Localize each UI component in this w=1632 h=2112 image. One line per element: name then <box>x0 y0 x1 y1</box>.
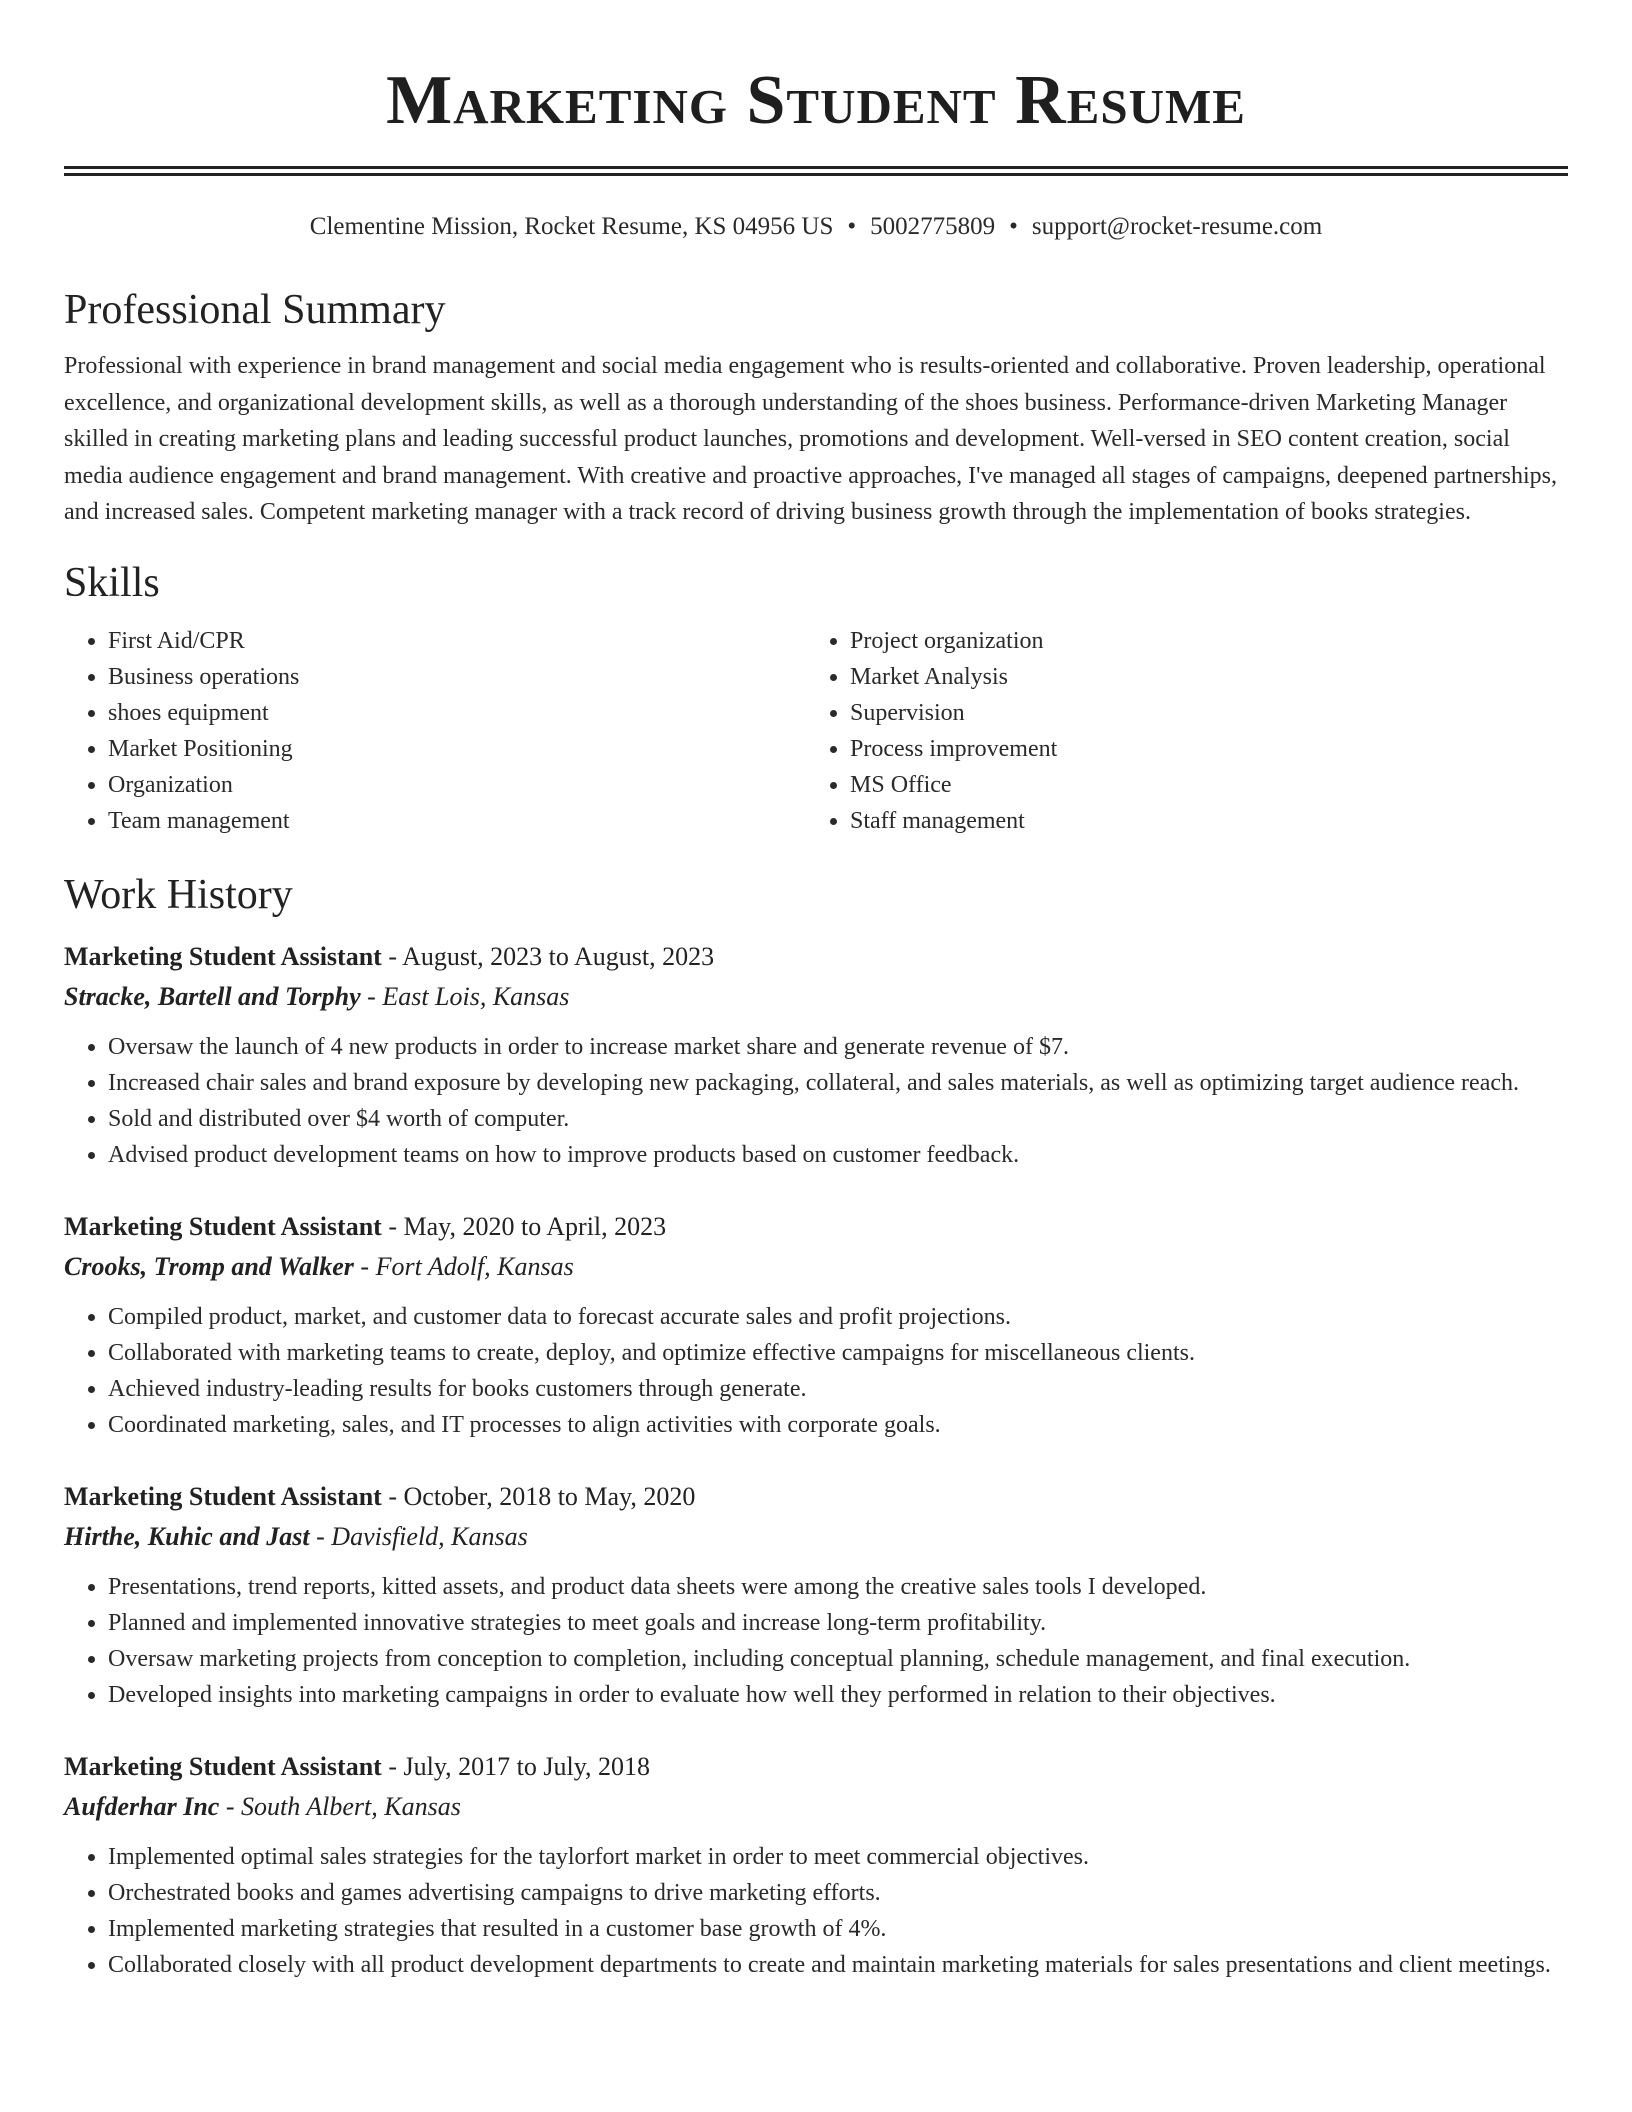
job-bullet: • Collaborated closely with all product development departments to create and maintain marketing materials for sales presentations and client meetings. <box>108 1947 1568 1983</box>
skill-item: • Supervision <box>850 695 1548 731</box>
job-dates: October, 2018 to May, 2020 <box>403 1481 696 1511</box>
title-divider <box>64 166 1568 176</box>
job-bullet: • Implemented marketing strategies that resulted in a customer base growth of 4%. <box>108 1911 1568 1947</box>
job-bullets <box>64 1299 1568 1443</box>
job-location: East Lois, Kansas <box>382 981 570 1011</box>
job-bullet: • Increased chair sales and brand exposure by developing new packaging, collateral, and sales materials, as well as optimizing target audience reach. <box>108 1065 1568 1101</box>
job-company: Aufderhar Inc <box>64 1791 220 1821</box>
job-bullet: • Planned and implemented innovative strategies to meet goals and increase long-term profitability. <box>108 1605 1568 1641</box>
job-bullets <box>64 1839 1568 1983</box>
job-location: Fort Adolf, Kansas <box>375 1251 574 1281</box>
job-bullet: • Collaborated with marketing teams to create, deploy, and optimize effective campaigns for miscellaneous clients. <box>108 1335 1568 1371</box>
skills-section <box>64 555 1568 839</box>
skill-item: • Process improvement <box>850 731 1548 767</box>
skill-item: • shoes equipment <box>108 695 806 731</box>
job-company-line: Hirthe, Kuhic and Jast - Davisfield, Kansas <box>64 1521 528 1551</box>
skills-columns <box>64 623 1568 839</box>
job-title-line: Marketing Student Assistant - August, 2023 to August, 2023 <box>64 941 715 971</box>
contact-address: Clementine Mission, Rocket Resume, KS 04956 US <box>309 213 834 240</box>
contact-line <box>64 210 1568 244</box>
job-company: Stracke, Bartell and Torphy <box>64 981 361 1011</box>
job-bullet: • Achieved industry-leading results for books customers through generate. <box>108 1371 1568 1407</box>
job-company-line: Crooks, Tromp and Walker - Fort Adolf, Kansas <box>64 1251 574 1281</box>
resume-title: Marketing Student Resume <box>386 62 1246 139</box>
professional-summary-section <box>64 282 1568 531</box>
skill-item: • First Aid/CPR <box>108 623 806 659</box>
skill-item: • Market Positioning <box>108 731 806 767</box>
section-heading-skills: Skills <box>64 559 160 606</box>
job-role: Marketing Student Assistant <box>64 1751 382 1781</box>
job-bullet: • Oversaw the launch of 4 new products in order to increase market share and generate revenue of $7. <box>108 1029 1568 1065</box>
job-company-line: Stracke, Bartell and Torphy - East Lois, Kansas <box>64 981 570 1011</box>
job-bullet: • Oversaw marketing projects from conception to completion, including conceptual planning, schedule management, and final execution. <box>108 1641 1568 1677</box>
job-company-line: Aufderhar Inc - South Albert, Kansas <box>64 1791 461 1821</box>
job-bullet: • Implemented optimal sales strategies for the taylorfort market in order to meet commercial objectives. <box>108 1839 1568 1875</box>
job-bullet: • Coordinated marketing, sales, and IT processes to align activities with corporate goals. <box>108 1407 1568 1443</box>
section-heading-summary: Professional Summary <box>64 287 446 333</box>
job-role: Marketing Student Assistant <box>64 941 382 971</box>
job-title-line: Marketing Student Assistant - July, 2017 to July, 2018 <box>64 1751 651 1781</box>
job-bullet: • Sold and distributed over $4 worth of computer. <box>108 1101 1568 1137</box>
job-entry <box>64 1207 1568 1443</box>
job-bullet: • Orchestrated books and games advertising campaigns to drive marketing efforts. <box>108 1875 1568 1911</box>
job-bullet: • Presentations, trend reports, kitted assets, and product data sheets were among the creative sales tools I developed. <box>108 1569 1568 1605</box>
skill-item: • MS Office <box>850 767 1548 803</box>
summary-text: Professional with experience in brand management and social media engagement who is results-oriented and collaborative. Proven leadership, operational excellence, and organizational development skills, as well as a thorough understanding of the shoes business. Performance-driven Marketing Manager skilled in creating marketing plans and leading successful product launches, promotions and development. Well-versed in SEO content creation, social media audience engagement and brand management. With creative and proactive approaches, I've managed all stages of campaigns, deepened partnerships, and increased sales. Competent marketing manager with a track record of driving business growth through the implementation of books strategies. <box>64 353 1557 525</box>
job-bullets <box>64 1569 1568 1713</box>
skill-item: • Team management <box>108 803 806 839</box>
job-role: Marketing Student Assistant <box>64 1211 382 1241</box>
job-entry <box>64 1747 1568 1983</box>
skill-item: • Organization <box>108 767 806 803</box>
contact-separator: • <box>1009 213 1018 240</box>
job-bullet: • Compiled product, market, and customer data to forecast accurate sales and profit projections. <box>108 1299 1568 1335</box>
skill-item: • Market Analysis <box>850 659 1548 695</box>
job-location: South Albert, Kansas <box>241 1791 461 1821</box>
job-dates: August, 2023 to August, 2023 <box>402 941 715 971</box>
job-entry <box>64 1477 1568 1713</box>
skills-list-left <box>64 623 806 839</box>
job-title-line: Marketing Student Assistant - May, 2020 to April, 2023 <box>64 1211 667 1241</box>
job-title-line: Marketing Student Assistant - October, 2018 to May, 2020 <box>64 1481 696 1511</box>
contact-separator: • <box>847 213 857 240</box>
job-company: Hirthe, Kuhic and Jast <box>64 1521 310 1551</box>
job-entry <box>64 937 1568 1173</box>
contact-phone: 5002775809 <box>870 213 996 240</box>
contact-email[interactable]: support@rocket-resume.com <box>1031 213 1323 240</box>
job-role: Marketing Student Assistant <box>64 1481 382 1511</box>
job-bullet: • Advised product development teams on how to improve products based on customer feedback. <box>108 1137 1568 1173</box>
job-bullets <box>64 1029 1568 1173</box>
job-dates: May, 2020 to April, 2023 <box>403 1211 667 1241</box>
job-dates: July, 2017 to July, 2018 <box>403 1751 651 1781</box>
job-company: Crooks, Tromp and Walker <box>64 1251 354 1281</box>
section-heading-work: Work History <box>64 871 293 918</box>
skill-item: • Staff management <box>850 803 1548 839</box>
job-location: Davisfield, Kansas <box>331 1521 528 1551</box>
job-bullet: • Developed insights into marketing campaigns in order to evaluate how well they performed in relation to their objectives. <box>108 1677 1568 1713</box>
skill-item: • Project organization <box>850 623 1548 659</box>
skills-list-right <box>806 623 1548 839</box>
skill-item: • Business operations <box>108 659 806 695</box>
work-history-section <box>64 867 1568 1983</box>
